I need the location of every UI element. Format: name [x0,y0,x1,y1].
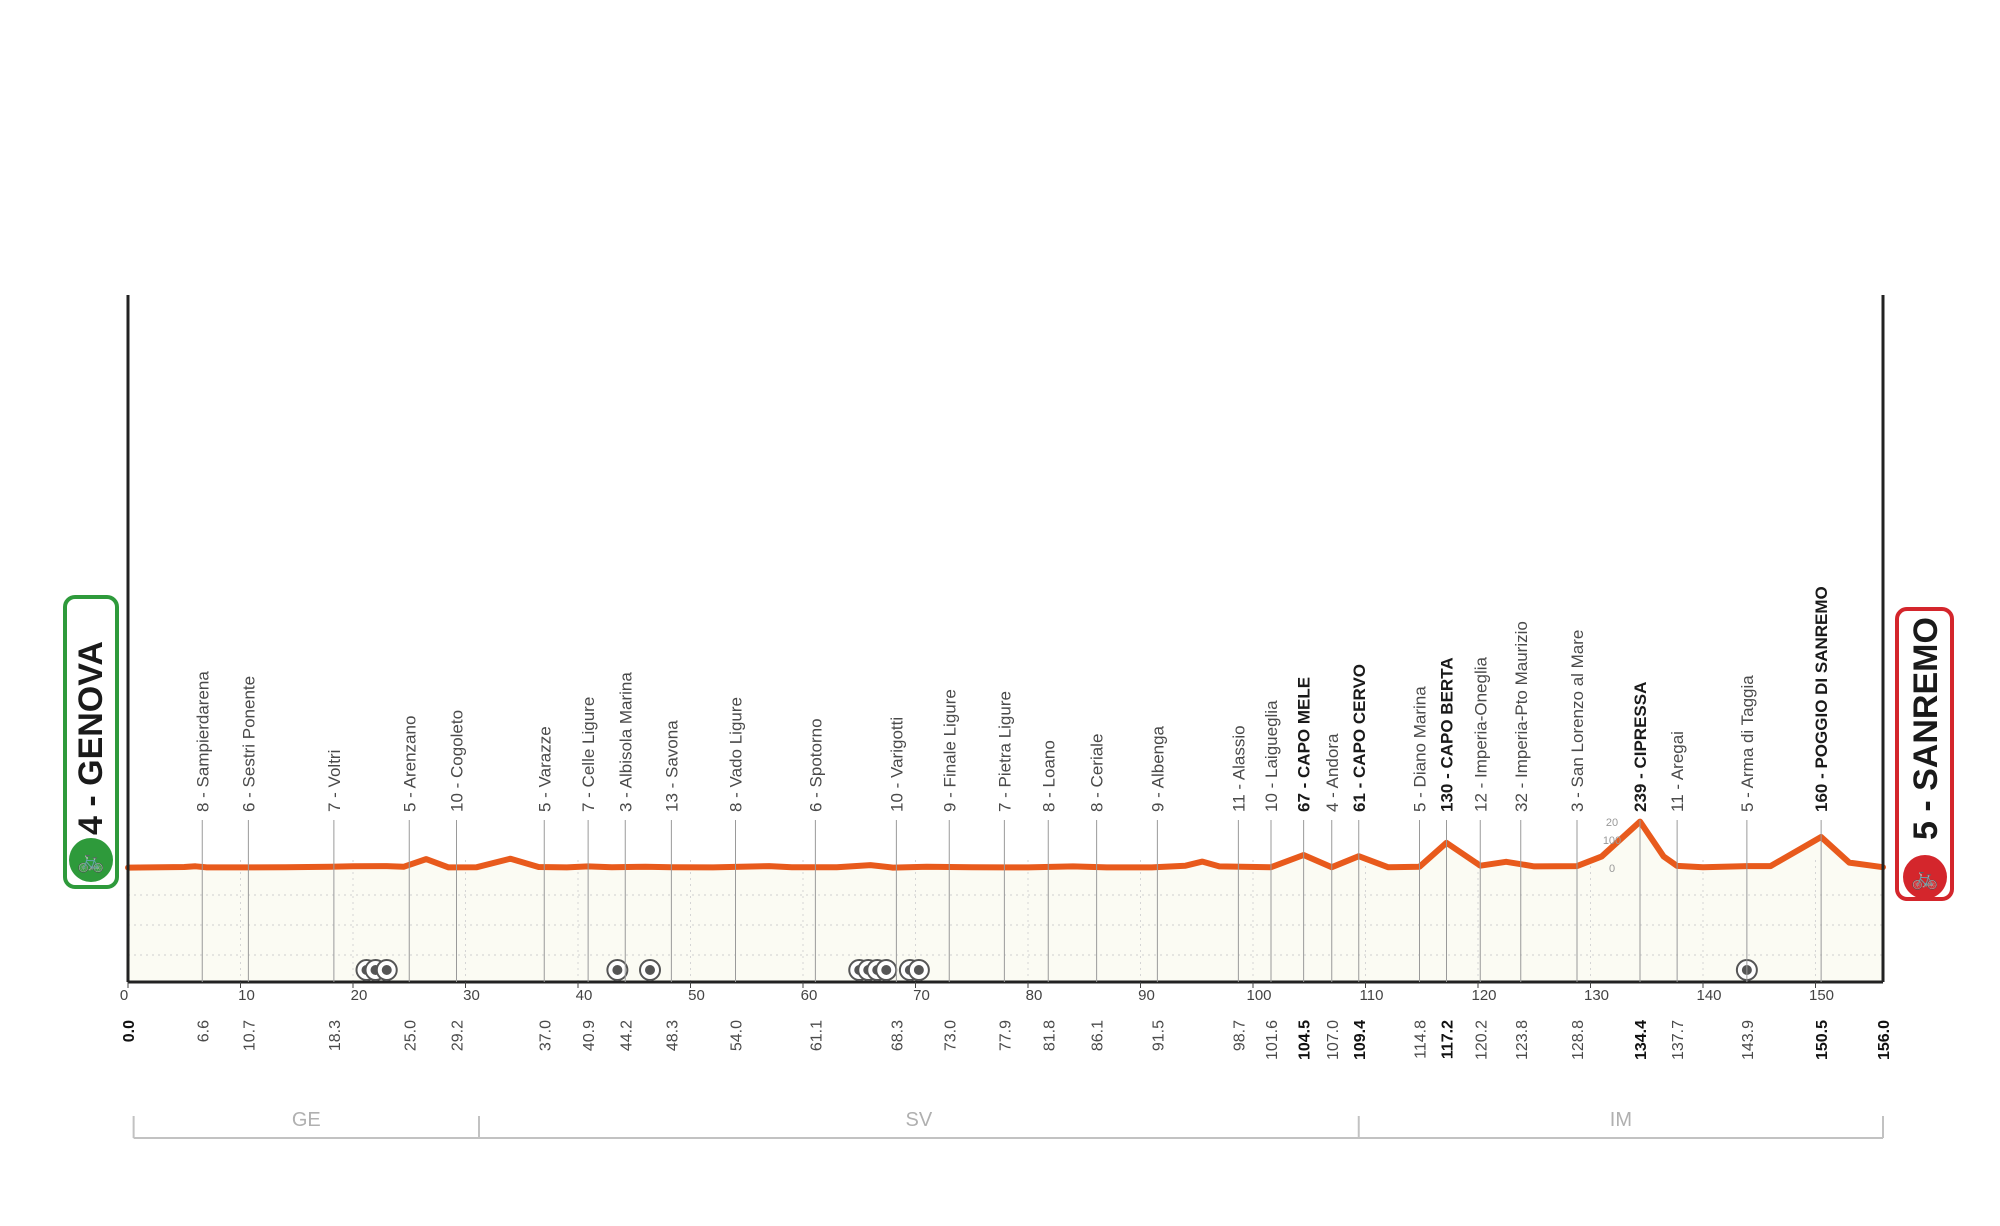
waypoint-km-label: 37.0 [537,1020,555,1052]
x-axis-tick-label: 110 [1359,987,1384,1004]
waypoint-label: 9 - Albenga [1148,725,1168,812]
waypoint-label: 130 - CAPO BERTA [1437,657,1457,812]
level-crossing-icon-dot [881,965,891,975]
endpoint-km-label: 156.0 [1876,1020,1893,1061]
x-axis-tick-label: 120 [1471,987,1497,1004]
region-label: IM [1609,1109,1632,1131]
x-axis-tick-label: 10 [238,987,255,1004]
waypoint-km-label: 29.2 [449,1020,467,1052]
waypoint-label: 7 - Voltri [324,749,344,812]
elevation-scale-label: 0 [1608,863,1616,875]
waypoint-km-label: 109.4 [1351,1020,1369,1061]
level-crossing-icon-dot [645,965,655,975]
waypoint-label: 13 - Savona [662,720,682,812]
waypoint-label: 5 - Varazze [535,726,555,812]
waypoint-km-label: 77.9 [997,1020,1015,1052]
waypoint-km-label: 104.5 [1296,1020,1314,1061]
waypoint-label: 8 - Vado Ligure [726,697,746,812]
x-axis-tick-label: 100 [1246,987,1272,1004]
waypoint-km-label: 98.7 [1231,1020,1249,1052]
waypoint-km-label: 86.1 [1089,1020,1107,1052]
x-axis-tick-label: 20 [350,987,368,1004]
waypoint-label: 7 - Celle Ligure [579,696,599,812]
x-axis-tick-label: 150 [1808,987,1835,1004]
start-cyclist-glyph: 🚲 [77,849,105,874]
waypoint-km-label: 68.3 [889,1020,907,1052]
level-crossing-icon-dot [612,965,622,975]
level-crossing-icon-dot [382,965,392,975]
waypoint-km-label: 137.7 [1670,1020,1688,1061]
waypoint-km-label: 107.0 [1324,1020,1342,1061]
waypoint-label: 9 - Finale Ligure [940,689,960,812]
x-axis-tick-label: 60 [800,987,818,1004]
waypoint-label: 6 - Sestri Ponente [239,675,259,812]
x-axis-tick-label: 90 [1138,987,1155,1004]
waypoint-km-label: 61.1 [808,1020,826,1052]
waypoint-km-label: 40.9 [581,1020,599,1052]
region-label: SV [905,1109,933,1131]
waypoint-label: 239 - CIPRESSA [1631,681,1650,812]
waypoint-label: 160 - POGGIO DI SANREMO [1812,586,1832,812]
x-axis-tick-label: 130 [1583,987,1610,1004]
waypoint-label: 10 - Varigotti [887,716,907,812]
waypoint-label: 12 - Imperia-Oneglia [1471,657,1491,812]
waypoint-km-label: 48.3 [664,1020,682,1052]
regions-layer [134,1109,1883,1138]
waypoint-label: 6 - Spotorno [806,718,826,812]
waypoint-label: 4 - Andora [1322,733,1342,812]
finish-city-label: 5 - SANREMO [1907,617,1945,840]
waypoint-km-label: 143.9 [1739,1020,1757,1061]
waypoints-layer [121,586,1893,1060]
elevation-scale-label: 20 [1605,817,1619,829]
waypoint-label: 32 - Imperia-Pto Maurizio [1511,621,1531,812]
waypoint-km-label: 10.7 [241,1020,259,1052]
waypoint-km-label: 91.5 [1150,1020,1168,1052]
endpoint-km-label: 0.0 [121,1020,138,1043]
waypoint-label: 7 - Pietra Ligure [995,691,1015,812]
waypoint-label: 8 - Loano [1039,740,1059,812]
finish-marker [1897,609,1952,899]
waypoint-km-label: 44.2 [618,1020,636,1052]
start-city-label: 4 - GENOVA [72,641,110,835]
x-axis-tick-label: 50 [688,987,705,1004]
waypoint-label: 8 - Ceriale [1087,733,1107,812]
start-marker [65,597,117,887]
waypoint-label: 3 - San Lorenzo al Mare [1568,629,1587,812]
finish-cyclist-glyph: 🚲 [1911,866,1939,891]
waypoint-label: 8 - Sampierdarena [193,671,213,812]
waypoint-label: 11 - Aregai [1668,731,1688,812]
waypoint-km-label: 54.0 [728,1020,746,1052]
x-axis-tick-label: 0 [119,987,129,1004]
waypoint-km-label: 101.6 [1264,1020,1281,1061]
x-axis-tick-label: 80 [1025,987,1043,1004]
waypoint-km-label: 150.5 [1814,1020,1832,1061]
waypoint-km-label: 81.8 [1041,1020,1059,1052]
waypoint-km-label: 25.0 [402,1020,420,1052]
waypoint-label: 5 - Arma di Taggia [1737,675,1757,812]
waypoint-km-label: 134.4 [1633,1020,1650,1061]
waypoint-km-label: 117.2 [1439,1020,1457,1060]
x-axis-tick-label: 70 [913,987,930,1004]
waypoint-km-label: 114.8 [1412,1020,1430,1059]
waypoint-label: 61 - CAPO CERVO [1349,663,1369,812]
waypoint-label: 10 - Cogoleto [447,709,467,812]
waypoint-label: 5 - Arenzano [400,715,420,812]
waypoint-label: 5 - Diano Marina [1410,686,1430,812]
waypoint-label: 67 - CAPO MELE [1294,676,1314,812]
level-crossing-icon-dot [914,965,924,975]
waypoint-km-label: 123.8 [1513,1020,1531,1061]
waypoint-km-label: 18.3 [326,1020,344,1052]
region-label: GE [291,1109,321,1131]
x-axis-tick-label: 40 [575,987,593,1004]
waypoint-label: 11 - Alassio [1229,725,1249,812]
waypoint-label: 3 - Albisola Marina [616,672,636,812]
x-axis-tick-label: 140 [1696,987,1722,1004]
elevation-scale-label: 100 [1602,835,1622,847]
waypoint-km-label: 73.0 [942,1020,960,1052]
waypoint-label: 10 - Laigueglia [1262,700,1281,812]
waypoint-km-label: 128.8 [1570,1020,1587,1061]
x-axis-tick-label: 30 [463,987,480,1004]
waypoint-km-label: 6.6 [195,1020,213,1043]
waypoint-km-label: 120.2 [1473,1020,1491,1061]
